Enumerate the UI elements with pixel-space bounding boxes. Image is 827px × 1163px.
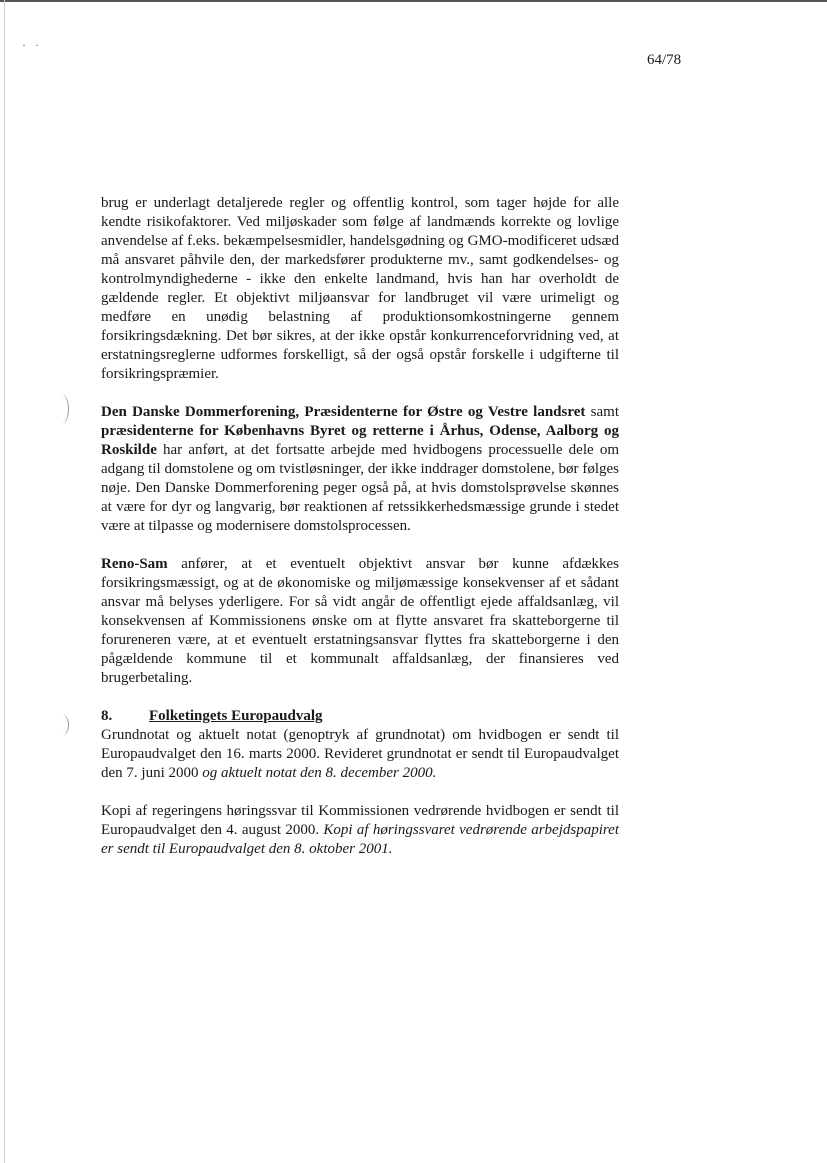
paragraph-dommerforening: Den Danske Dommerforening, Præsidenterne for Østre og Vestre landsret samt præsidenterne for Københavns Byret og retterne i Århus, Odense, Aalborg og Roskilde har anført, at det fortsatte arbejde med hvidbogens processuelle dele om adgang til domstolene og om tvistløsninger, der ikke inddrager domstolene, bør følges nøje. Den Danske Dommerforening peger også på, at hvis domstolsprøvelse skønnes at være for dyr og langvarig, bør reaktionen af retssikkerhedsmæssige grunde i stedet være at tilpasse og modernisere domstolsprocessen. — [101, 404, 619, 534]
paragraph-landbrug: brug er underlagt detaljerede regler og offentlig kontrol, som tager højde for alle kendte risikofaktorer. Ved miljøskader som følge af landmænds korrekte og lovlige anvendelse af f.eks. bekæmpelsesmidler, handelsgødning og GMO-modificeret udsæd må ansvaret påhvile den, der markedsfører produkterne mv., samt godkendelses- og kontrolmyndighederne - ikke den enkelte landmand, hvis han har overholdt de gældende regler. Et objektivt miljøansvar for landbruget vil være urimeligt og medføre en unødig belastning af produktionsomkostningerne gennem forsikringsdækning. Det bør sikres, at der ikke opstår konkurrenceforvridning ved, at erstatningsreglerne udformes forskelligt, så der også opstår forskelle i udgifterne til forsikringspræmier. — [101, 195, 619, 382]
organization-name: præsidenterne for Københavns Byret og retterne i Århus, Odense, Aalborg og Roskilde — [101, 423, 619, 458]
section-title: Folketingets Europaudvalg — [149, 708, 323, 724]
paragraph-hoeringssvar: Kopi af regeringens høringssvar til Kommissionen vedrørende hvidbogen er sendt til Europaudvalget den 4. august 2000. Kopi af høringssvaret vedrørende arbejdspapiret er sendt til Europaudvalget den 8. oktober 2001. — [101, 803, 619, 857]
punch-hole-mark — [54, 394, 69, 424]
scan-mark: · · — [22, 38, 42, 52]
organization-name: Reno-Sam — [101, 556, 168, 572]
paragraph-europaudvalg-notat: Grundnotat og aktuelt notat (genoptryk af grundnotat) om hvidbogen er sendt til Europaudvalget den 16. marts 2000. Revideret grundnotat er sendt til Europaudvalget den 7. juni 2000 og aktuelt notat den 8. december 2000. — [101, 727, 619, 781]
left-scan-edge — [4, 0, 5, 1163]
section-number: 8. — [101, 708, 113, 724]
top-edge-rule — [0, 0, 827, 2]
document-body — [101, 194, 619, 859]
paragraph-reno-sam: Reno-Sam anfører, at et eventuelt objektivt ansvar bør kunne afdækkes forsikringsmæssigt, og at de økonomiske og miljømæssige konsekvenser af et sådant ansvar må belyses yderligere. For så vidt angår de offentligt ejede affaldsanlæg, vil konsekvensen af Kommissionens ønske om at flytte ansvaret fra skatteborgerne til forureneren være, at et eventuelt erstatningsansvar flyttes fra skatteborgerne i den pågældende kommune til et kommunalt affaldsanlæg, der finansieres ved brugerbetaling. — [101, 556, 619, 686]
page-number: 64/78 — [647, 52, 682, 68]
section-heading — [101, 707, 619, 726]
punch-hole-mark — [54, 714, 69, 736]
organization-name: Den Danske Dommerforening, Præsidenterne for Østre og Vestre landsret — [101, 404, 586, 420]
